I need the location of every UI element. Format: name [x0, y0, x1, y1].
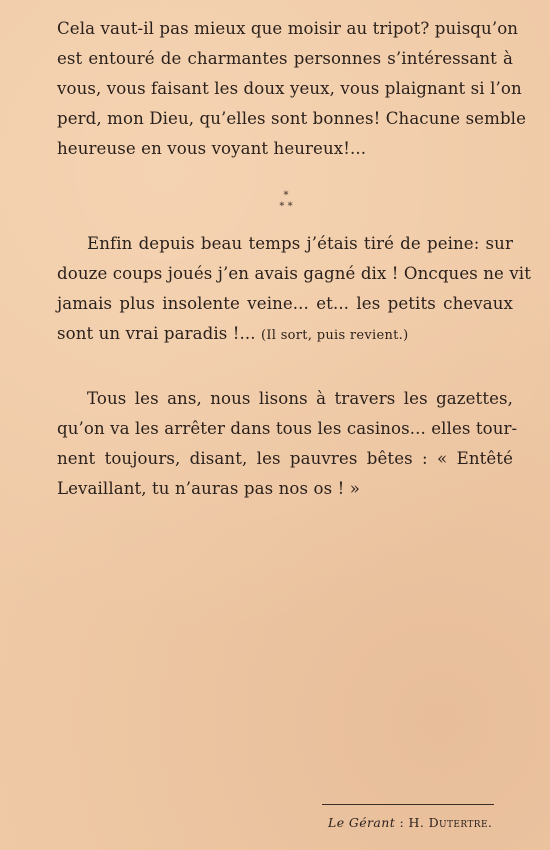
text-line: perd, mon Dieu, qu’elles sont bonnes! Chacune semble	[57, 109, 526, 128]
text-line-with-direction	[57, 319, 513, 351]
publisher-signature	[328, 815, 492, 830]
text-line: douze coups joués j’en avais gagné dix ! Oncques ne vit	[57, 264, 531, 283]
signature-label: Le Gérant	[328, 815, 396, 830]
paragraph-1	[57, 14, 526, 164]
text-line: jamais plus insolente veine... et... les petits chevaux	[57, 294, 513, 313]
text-line: Levaillant, tu n’auras pas nos os ! »	[57, 479, 360, 498]
text-line: heureuse en vous voyant heureux!...	[57, 139, 367, 158]
text-line: Enfin depuis beau temps j’étais tiré de peine: sur	[87, 234, 513, 253]
stage-direction: (Il sort, puis revient.)	[261, 328, 409, 343]
text-line: qu’on va les arrêter dans tous les casinos... elles tour-	[57, 419, 518, 438]
asterism-top: *	[283, 190, 289, 201]
text-line: est entouré de charmantes personnes s’intéressant à	[57, 49, 513, 68]
text-line: nent toujours, disant, les pauvres bêtes : « Entêté	[57, 449, 513, 468]
asterism-separator	[271, 190, 301, 216]
text-line: Tous les ans, nous lisons à travers les gazettes,	[87, 389, 513, 408]
text-line: vous, vous faisant les doux yeux, vous plaignant si l’on	[57, 79, 522, 98]
text-line: Cela vaut-il pas mieux que moisir au tripot? puisqu’on	[57, 19, 519, 38]
footer-rule	[322, 804, 494, 805]
signature-separator: :	[395, 815, 409, 830]
asterism-bottom: * *	[279, 201, 293, 212]
paragraph-2	[57, 229, 531, 351]
text-line: sont un vrai paradis !...	[57, 324, 256, 343]
paragraph-3	[57, 384, 518, 504]
signature-name: H. Dutertre.	[408, 815, 493, 830]
